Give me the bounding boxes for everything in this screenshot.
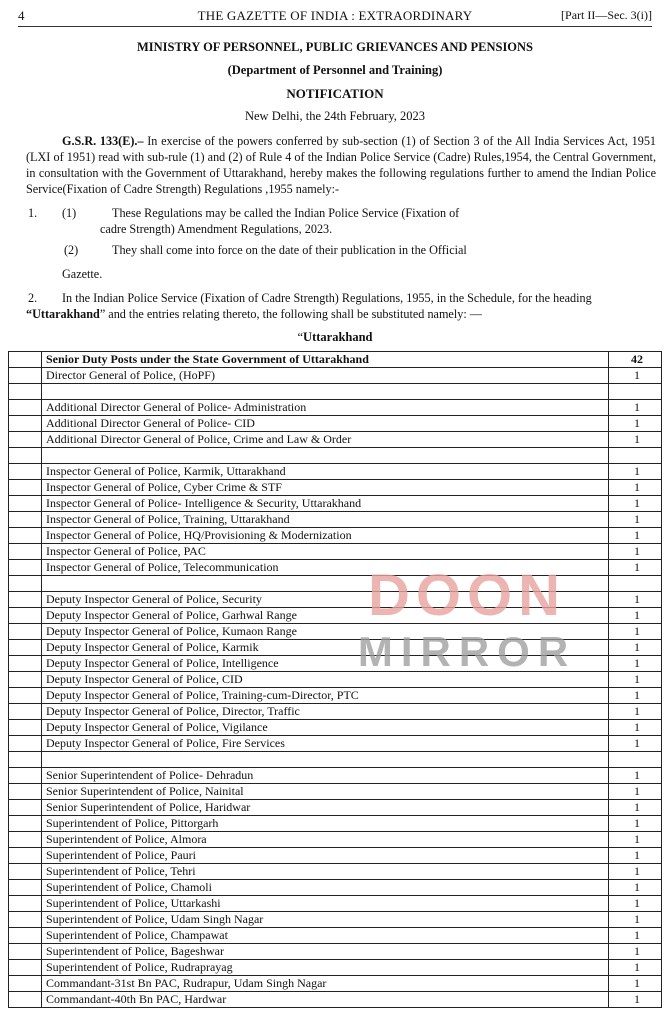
post-name: Deputy Inspector General of Police, Vigilance <box>42 720 609 736</box>
post-name: Superintendent of Police, Champawat <box>42 928 609 944</box>
post-name: Additional Director General of Police- CID <box>42 416 609 432</box>
post-name: Superintendent of Police, Bageshwar <box>42 944 609 960</box>
post-name: Senior Superintendent of Police, Haridwar <box>42 800 609 816</box>
table-header-row <box>9 352 662 368</box>
table-row <box>9 832 662 848</box>
post-name: Senior Superintendent of Police- Dehradun <box>42 768 609 784</box>
table-row <box>9 944 662 960</box>
post-count: 1 <box>609 976 662 992</box>
table-row <box>9 928 662 944</box>
post-name: Additional Director General of Police- Administration <box>42 400 609 416</box>
table-row <box>9 368 662 384</box>
post-name: Commandant-31st Bn PAC, Rudrapur, Udam Singh Nagar <box>42 976 609 992</box>
post-count: 1 <box>609 464 662 480</box>
post-name: Inspector General of Police, Training, Uttarakhand <box>42 512 609 528</box>
post-count: 1 <box>609 480 662 496</box>
post-count: 1 <box>609 624 662 640</box>
table-row <box>9 736 662 752</box>
post-name: Deputy Inspector General of Police, Director, Traffic <box>42 704 609 720</box>
table-row <box>9 768 662 784</box>
post-count: 1 <box>609 880 662 896</box>
table-row <box>9 976 662 992</box>
post-count: 1 <box>609 640 662 656</box>
table-row <box>9 864 662 880</box>
post-count: 1 <box>609 896 662 912</box>
table-row <box>9 496 662 512</box>
gsr-text-first: In exercise of the powers conferred by sub-section (1) of Section 3 of the All India Services <box>143 134 605 148</box>
post-count: 1 <box>609 736 662 752</box>
post-count: 1 <box>609 608 662 624</box>
post-count: 1 <box>609 768 662 784</box>
post-count: 1 <box>609 960 662 976</box>
post-name: Inspector General of Police, Cyber Crime & STF <box>42 480 609 496</box>
post-count: 1 <box>609 992 662 1008</box>
post-count: 1 <box>609 864 662 880</box>
post-count: 1 <box>609 672 662 688</box>
post-count: 1 <box>609 720 662 736</box>
table-row <box>9 784 662 800</box>
table-row <box>9 432 662 448</box>
gsr-paragraph <box>26 133 656 197</box>
gsr-text-rest: Act, 1951 (LXI of 1951) read with sub-rule (1) and (2) of Rule 4 of the Indian Police Service (Cadre) Rules,1954, the Central Government, in consultation with the Government of Uttarakhand, hereby makes the following regulations further to amend the Indian Police Service(Fixation of Cadre Strength) Regulations ,1955 namely:- <box>26 134 657 196</box>
post-count: 1 <box>609 544 662 560</box>
blank-separator-row <box>9 448 662 464</box>
table-row <box>9 848 662 864</box>
table-row <box>9 400 662 416</box>
gsr-number: G.S.R. 133(E).– <box>62 134 144 148</box>
post-count: 1 <box>609 416 662 432</box>
clause2-line2-rest: ” and the entries relating thereto, the following shall be substituted namely: — <box>99 307 482 321</box>
post-count: 1 <box>609 800 662 816</box>
post-name: Deputy Inspector General of Police, Fire Services <box>42 736 609 752</box>
post-count: 1 <box>609 512 662 528</box>
blank-separator-row <box>9 576 662 592</box>
clause2-line1: In the Indian Police Service (Fixation of Cadre Strength) Regulations, 1955, in the Schedule, for the heading <box>62 291 592 305</box>
post-name: Inspector General of Police, PAC <box>42 544 609 560</box>
clause1-sub1-line2: cadre Strength) Amendment Regulations, 2023. <box>100 222 333 236</box>
post-name: Deputy Inspector General of Police, Kumaon Range <box>42 624 609 640</box>
clause1-sub1-line1: These Regulations may be called the Indian Police Service (Fixation of <box>112 206 460 220</box>
table-row <box>9 528 662 544</box>
post-name: Inspector General of Police- Intelligence & Security, Uttarakhand <box>42 496 609 512</box>
schedule-title <box>0 330 670 345</box>
post-name: Superintendent of Police, Rudraprayag <box>42 960 609 976</box>
table-row <box>9 912 662 928</box>
clause1-number: 1. <box>28 206 38 220</box>
clause2-number: 2. <box>28 291 38 305</box>
watermark-line1: DOON <box>368 563 566 628</box>
table-row <box>9 816 662 832</box>
table-row <box>9 464 662 480</box>
clause1-sub2-line2: Gazette. <box>62 267 103 281</box>
post-count: 1 <box>609 816 662 832</box>
post-name: Superintendent of Police, Pittorgarh <box>42 816 609 832</box>
post-name: Deputy Inspector General of Police, Security <box>42 592 609 608</box>
post-count: 1 <box>609 496 662 512</box>
post-name: Superintendent of Police, Tehri <box>42 864 609 880</box>
gazette-title: THE GAZETTE OF INDIA : EXTRAORDINARY <box>197 8 473 23</box>
table-row <box>9 416 662 432</box>
part-section: [Part II—Sec. 3(i)] <box>561 8 652 22</box>
post-name: Inspector General of Police, HQ/Provisioning & Modernization <box>42 528 609 544</box>
post-name: Senior Superintendent of Police, Nainital <box>42 784 609 800</box>
clause1-sub2-line1: They shall come into force on the date of their publication in the Official <box>112 243 467 257</box>
post-name: Director General of Police, (HoPF) <box>42 368 609 384</box>
table-row <box>9 672 662 688</box>
post-count: 1 <box>609 784 662 800</box>
table-row <box>9 624 662 640</box>
table-row <box>9 880 662 896</box>
table-row <box>9 608 662 624</box>
table-row <box>9 688 662 704</box>
post-name: Inspector General of Police, Telecommunication <box>42 560 609 576</box>
post-count: 1 <box>609 928 662 944</box>
post-count: 1 <box>609 592 662 608</box>
post-name: Superintendent of Police, Uttarkashi <box>42 896 609 912</box>
post-name: Additional Director General of Police, Crime and Law & Order <box>42 432 609 448</box>
clause2-line2 <box>26 306 482 322</box>
post-name: Superintendent of Police, Chamoli <box>42 880 609 896</box>
post-name: Deputy Inspector General of Police, CID <box>42 672 609 688</box>
clause1-sub2-marker: (2) <box>64 243 79 257</box>
post-name: Commandant-40th Bn PAC, Hardwar <box>42 992 609 1008</box>
schedule-title-quote: “ <box>297 330 304 344</box>
table-row <box>9 480 662 496</box>
date-line: New Delhi, the 24th February, 2023 <box>244 109 426 123</box>
table-row <box>9 992 662 1008</box>
gazette-header <box>18 8 652 27</box>
post-count: 1 <box>609 704 662 720</box>
table-header-count: 42 <box>609 352 662 368</box>
post-count: 1 <box>609 848 662 864</box>
table-row <box>9 800 662 816</box>
table-row <box>9 544 662 560</box>
page-number: 4 <box>18 8 25 23</box>
post-count: 1 <box>609 832 662 848</box>
table-row <box>9 560 662 576</box>
table-row <box>9 512 662 528</box>
post-count: 1 <box>609 656 662 672</box>
post-name: Deputy Inspector General of Police, Karmik <box>42 640 609 656</box>
table-row <box>9 960 662 976</box>
table-row <box>9 704 662 720</box>
post-name: Deputy Inspector General of Police, Garhwal Range <box>42 608 609 624</box>
clause1-sub1-marker: (1) <box>62 206 77 220</box>
post-count: 1 <box>609 400 662 416</box>
post-count: 1 <box>609 432 662 448</box>
watermark-line2: MIRROR <box>357 628 577 673</box>
blank-separator-row <box>9 384 662 400</box>
post-name: Superintendent of Police, Udam Singh Nagar <box>42 912 609 928</box>
department-title: (Department of Personnel and Training) <box>227 63 443 77</box>
table-row <box>9 656 662 672</box>
table-row <box>9 896 662 912</box>
post-count: 1 <box>609 368 662 384</box>
schedule-title-text: Uttarakhand <box>303 330 373 344</box>
schedule-table <box>8 351 662 1008</box>
table-header-label: Senior Duty Posts under the State Government of Uttarakhand <box>42 352 609 368</box>
table-row <box>9 640 662 656</box>
post-name: Inspector General of Police, Karmik, Uttarakhand <box>42 464 609 480</box>
post-count: 1 <box>609 688 662 704</box>
post-name: Superintendent of Police, Pauri <box>42 848 609 864</box>
post-count: 1 <box>609 560 662 576</box>
table-row <box>9 720 662 736</box>
post-count: 1 <box>609 944 662 960</box>
post-name: Deputy Inspector General of Police, Intelligence <box>42 656 609 672</box>
post-count: 1 <box>609 912 662 928</box>
post-name: Superintendent of Police, Almora <box>42 832 609 848</box>
post-name: Deputy Inspector General of Police, Training-cum-Director, PTC <box>42 688 609 704</box>
ministry-title: MINISTRY OF PERSONNEL, PUBLIC GRIEVANCES AND PENSIONS <box>136 40 534 54</box>
clause2-bold-word: “Uttarakhand <box>26 307 100 321</box>
table-row <box>9 592 662 608</box>
blank-separator-row <box>9 752 662 768</box>
post-count: 1 <box>609 528 662 544</box>
notification-heading: NOTIFICATION <box>286 86 384 101</box>
